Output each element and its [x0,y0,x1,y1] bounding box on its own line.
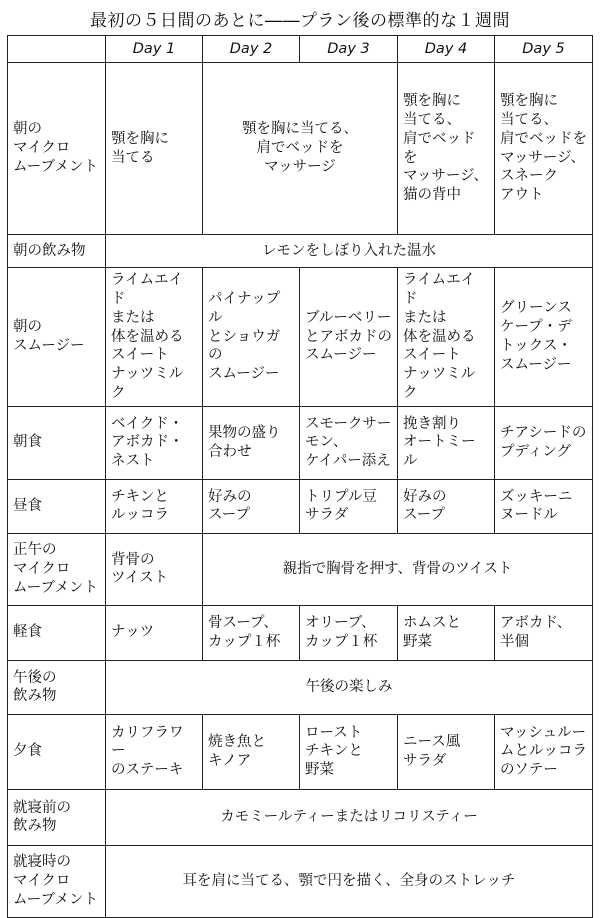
table-cell: ズッキーニ ヌードル [495,479,593,533]
row-label: 朝の マイクロ ムーブメント [8,63,106,235]
table-cell: 顎を胸に 当てる、 肩でベッドを マッサージ、 猫の背中 [398,63,495,235]
table-cell: ニース風 サラダ [398,714,495,789]
table-cell-span: レモンをしぼり入れた温水 [106,235,593,268]
weekly-plan-table [7,35,593,918]
row-label: 軽食 [8,605,106,660]
table-cell: ベイクド・ アボカド・ ネスト [106,406,203,479]
table-row-bedtime-drink [8,789,593,845]
table-row-morning-movement [8,63,593,235]
row-label: 午後の 飲み物 [8,660,106,714]
table-row-noon-movement [8,533,593,605]
table-cell-span: 顎を胸に当てる、 肩でベッドを マッサージ [203,63,398,235]
table-cell: 背骨の ツイスト [106,533,203,605]
row-label: 朝食 [8,406,106,479]
table-row-morning-drink [8,235,593,268]
table-cell-span: 午後の楽しみ [106,660,593,714]
day-header: Day 2 [203,36,300,63]
table-cell: 顎を胸に 当てる [106,63,203,235]
table-cell: チアシードの プディング [495,406,593,479]
day-header: Day 5 [495,36,593,63]
table-cell: 焼き魚と キノア [203,714,300,789]
day-header: Day 1 [106,36,203,63]
day-header: Day 3 [300,36,398,63]
table-cell: 顎を胸に 当てる、 肩でベッドを マッサージ、 スネーク アウト [495,63,593,235]
table-cell: 好みの スープ [203,479,300,533]
table-cell: ライムエイド または 体を温める スイート ナッツミルク [106,268,203,407]
row-label: 就寝前の 飲み物 [8,789,106,845]
page-title: 最初の５日間のあとに――プラン後の標準的な１週間 [90,11,510,31]
table-cell: チキンと ルッコラ [106,479,203,533]
table-cell: マッシュルー ムとルッコラ のソテー [495,714,593,789]
corner-cell [8,36,106,63]
table-row-breakfast [8,406,593,479]
table-header-row [8,36,593,63]
table-cell-span: 耳を肩に当てる、顎で円を描く、全身のストレッチ [106,845,593,917]
row-label: 朝の スムージー [8,268,106,407]
row-label: 正午の マイクロ ムーブメント [8,533,106,605]
table-cell: オリーブ、 カップ１杯 [300,605,398,660]
row-label: 朝の飲み物 [8,235,106,268]
table-cell: 挽き割り オートミール [398,406,495,479]
table-cell: ブルーベリー とアボカドの スムージー [300,268,398,407]
table-cell: アボカド、 半個 [495,605,593,660]
table-row-lunch [8,479,593,533]
table-row-dinner [8,714,593,789]
table-cell: 骨スープ、 カップ１杯 [203,605,300,660]
table-cell-span: カモミールティーまたはリコリスティー [106,789,593,845]
table-cell: カリフラワー のステーキ [106,714,203,789]
row-label: 昼食 [8,479,106,533]
day-header: Day 4 [398,36,495,63]
table-row-snack [8,605,593,660]
table-cell: ロースト チキンと 野菜 [300,714,398,789]
table-cell: ライムエイド または 体を温める スイート ナッツミルク [398,268,495,407]
table-row-smoothie [8,268,593,407]
table-cell-span: 親指で胸骨を押す、背骨のツイスト [203,533,593,605]
table-cell: ホムスと 野菜 [398,605,495,660]
table-cell: グリーンス ケープ・デ トックス・ スムージー [495,268,593,407]
row-label: 就寝時の マイクロ ムーブメント [8,845,106,917]
table-row-afternoon-drink [8,660,593,714]
table-cell: スモークサー モン、 ケイパー添え [300,406,398,479]
table-cell: ナッツ [106,605,203,660]
table-cell: 果物の盛り 合わせ [203,406,300,479]
row-label: 夕食 [8,714,106,789]
table-row-bedtime-movement [8,845,593,917]
table-cell: トリプル豆 サラダ [300,479,398,533]
table-cell: 好みの スープ [398,479,495,533]
table-cell: パイナップル とショウガの スムージー [203,268,300,407]
